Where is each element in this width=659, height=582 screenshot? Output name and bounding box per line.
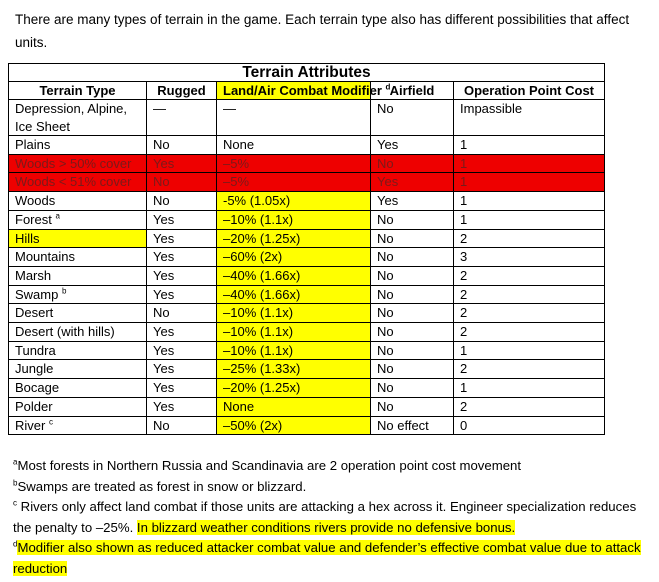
cell-rugged: Yes <box>147 323 217 342</box>
footnote-a: $^a$Most forests in Northern Russia and Scandinavia are 2 operation point cost movement <box>13 457 522 473</box>
table-row <box>9 341 605 360</box>
table-row <box>9 323 605 342</box>
cell-airfield: No <box>371 154 454 173</box>
cell-combat-modifier: –40% (1.66x) <box>217 285 371 304</box>
cell-rugged: Yes <box>147 248 217 267</box>
cell-combat-modifier: –60% (2x) <box>217 248 371 267</box>
table-row <box>9 304 605 323</box>
table-row <box>9 397 605 416</box>
cell-terrain-type: Jungle <box>9 360 147 379</box>
cell-operation-point-cost: 1 <box>454 210 605 229</box>
cell-rugged: No <box>147 173 217 192</box>
cell-combat-modifier: — <box>217 100 371 136</box>
table-row <box>9 173 605 192</box>
cell-combat-modifier: –40% (1.66x) <box>217 266 371 285</box>
cell-rugged: Yes <box>147 154 217 173</box>
cell-operation-point-cost: 0 <box>454 416 605 435</box>
cell-rugged: Yes <box>147 229 217 248</box>
header-airfield: Airfield <box>371 82 454 100</box>
cell-combat-modifier: –20% (1.25x) <box>217 229 371 248</box>
table-row <box>9 360 605 379</box>
cell-terrain-type: Swamp $^b$ <box>9 285 147 304</box>
table-row <box>9 285 605 304</box>
cell-airfield: No <box>371 379 454 398</box>
cell-terrain-type: Desert (with hills) <box>9 323 147 342</box>
cell-terrain-type: River $^c$ <box>9 416 147 435</box>
cell-combat-modifier: None <box>217 136 371 155</box>
cell-terrain-type: Woods < 51% cover <box>9 173 147 192</box>
cell-airfield: No effect <box>371 416 454 435</box>
cell-combat-modifier: –10% (1.1x) <box>217 323 371 342</box>
cell-airfield: No <box>371 266 454 285</box>
table-row <box>9 248 605 267</box>
cell-terrain-type: Woods <box>9 192 147 211</box>
table-header-row <box>9 82 605 100</box>
header-rugged: Rugged <box>147 82 217 100</box>
cell-operation-point-cost: 1 <box>454 341 605 360</box>
cell-combat-modifier: –5% <box>217 154 371 173</box>
cell-rugged: Yes <box>147 266 217 285</box>
cell-airfield: Yes <box>371 136 454 155</box>
cell-operation-point-cost: 2 <box>454 285 605 304</box>
cell-airfield: Yes <box>371 192 454 211</box>
footnotes <box>13 456 653 579</box>
cell-airfield: Yes <box>371 173 454 192</box>
cell-combat-modifier: –10% (1.1x) <box>217 304 371 323</box>
footnote-d: $^d$Modifier also shown as reduced attacker combat value and defender’s effective combat value due to attack reduction <box>13 539 641 576</box>
cell-terrain-type: Marsh <box>9 266 147 285</box>
terrain-attributes-table <box>8 63 605 435</box>
cell-rugged: — <box>147 100 217 136</box>
cell-rugged: Yes <box>147 397 217 416</box>
cell-terrain-type: Desert <box>9 304 147 323</box>
cell-airfield: No <box>371 229 454 248</box>
table-row <box>9 192 605 211</box>
cell-terrain-type: Polder <box>9 397 147 416</box>
cell-airfield: No <box>371 360 454 379</box>
cell-operation-point-cost: 1 <box>454 379 605 398</box>
cell-combat-modifier: –25% (1.33x) <box>217 360 371 379</box>
table-row <box>9 229 605 248</box>
cell-rugged: Yes <box>147 341 217 360</box>
cell-operation-point-cost: 1 <box>454 192 605 211</box>
cell-rugged: Yes <box>147 210 217 229</box>
cell-terrain-type: Forest $^a$ <box>9 210 147 229</box>
cell-operation-point-cost: 2 <box>454 229 605 248</box>
cell-combat-modifier: –20% (1.25x) <box>217 379 371 398</box>
cell-airfield: No <box>371 285 454 304</box>
footnote-c: $^c$ Rivers only affect land combat if those units are attacking a hex across it. Engineer specialization reduces the penalty to –25%. In blizzard weather conditions rivers provide no defensive bonus. <box>13 498 637 535</box>
cell-operation-point-cost: 2 <box>454 397 605 416</box>
footnote-b: $^b$Swamps are treated as forest in snow or blizzard. <box>13 478 307 494</box>
header-operation-point-cost: Operation Point Cost <box>454 82 605 100</box>
cell-rugged: No <box>147 304 217 323</box>
cell-operation-point-cost: 3 <box>454 248 605 267</box>
cell-rugged: Yes <box>147 360 217 379</box>
cell-airfield: No <box>371 304 454 323</box>
intro-text: There are many types of terrain in the game. Each terrain type also has different possibilities that affect units. <box>15 12 630 50</box>
table-row <box>9 416 605 435</box>
cell-terrain-type: Mountains <box>9 248 147 267</box>
cell-operation-point-cost: 2 <box>454 360 605 379</box>
cell-airfield: No <box>371 323 454 342</box>
cell-airfield: No <box>371 397 454 416</box>
cell-operation-point-cost: 2 <box>454 266 605 285</box>
header-combat-modifier: Land/Air Combat Modifier $^d$ <box>217 82 371 100</box>
cell-rugged: No <box>147 416 217 435</box>
table-row <box>9 100 605 136</box>
cell-combat-modifier: None <box>217 397 371 416</box>
header-terrain-type: Terrain Type <box>9 82 147 100</box>
cell-airfield: No <box>371 248 454 267</box>
cell-operation-point-cost: 2 <box>454 323 605 342</box>
cell-rugged: Yes <box>147 379 217 398</box>
cell-terrain-type: Plains <box>9 136 147 155</box>
cell-airfield: No <box>371 210 454 229</box>
table-row <box>9 210 605 229</box>
cell-terrain-type: Woods > 50% cover <box>9 154 147 173</box>
cell-operation-point-cost: 1 <box>454 173 605 192</box>
table-row <box>9 379 605 398</box>
cell-airfield: No <box>371 100 454 136</box>
cell-operation-point-cost: Impassible <box>454 100 605 136</box>
cell-combat-modifier: –50% (2x) <box>217 416 371 435</box>
cell-rugged: Yes <box>147 285 217 304</box>
table-row <box>9 154 605 173</box>
cell-combat-modifier: –10% (1.1x) <box>217 210 371 229</box>
table-title: Terrain Attributes <box>9 64 605 82</box>
cell-terrain-type: Tundra <box>9 341 147 360</box>
cell-terrain-type: Hills <box>9 229 147 248</box>
cell-terrain-type: Depression, Alpine, Ice Sheet <box>9 100 147 136</box>
table-row <box>9 136 605 155</box>
cell-operation-point-cost: 1 <box>454 154 605 173</box>
cell-operation-point-cost: 1 <box>454 136 605 155</box>
table-row <box>9 266 605 285</box>
cell-terrain-type: Bocage <box>9 379 147 398</box>
cell-combat-modifier: –5% <box>217 173 371 192</box>
cell-combat-modifier: -5% (1.05x) <box>217 192 371 211</box>
cell-combat-modifier: –10% (1.1x) <box>217 341 371 360</box>
cell-airfield: No <box>371 341 454 360</box>
cell-operation-point-cost: 2 <box>454 304 605 323</box>
cell-rugged: No <box>147 136 217 155</box>
cell-rugged: No <box>147 192 217 211</box>
